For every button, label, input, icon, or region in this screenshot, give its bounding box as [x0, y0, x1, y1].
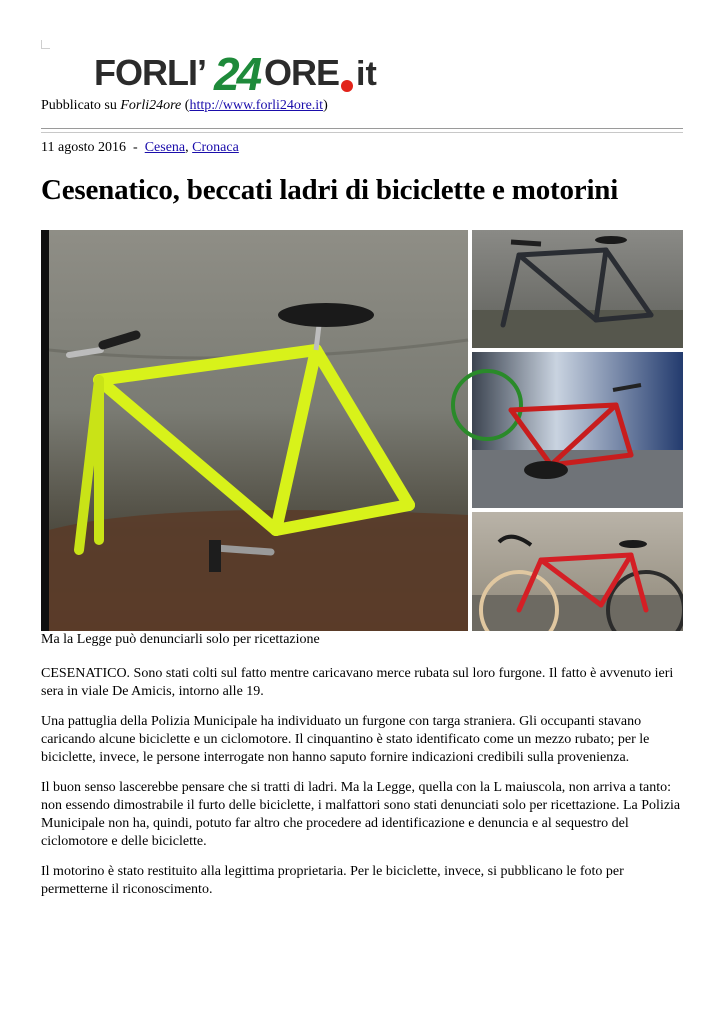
photo-yellow-bike-frame — [41, 230, 468, 631]
photo-red-bike-frame — [453, 352, 683, 508]
article-paragraph: CESENATICO. Sono stati colti sul fatto mentre caricavano merce rubata sul loro furgone. Il fatto è avvenuto ieri sera in viale De Amicis, intorno alle 19. — [41, 666, 674, 699]
article-paragraph: Il buon senso lascerebbe pensare che si tratti di ladri. Ma la Legge, quella con la L maiuscola, non arriva a tanto: non essendo dimostrabile il furto delle biciclette, i malfattori sono stati denunciati solo per ricettazione. La Polizia Municipale non ha, quindi, potuto far altro che procedere ad identificazione e denuncia e al sequestro del ciclomotore e delle biciclette. — [41, 780, 681, 849]
svg-text:it: it — [356, 55, 377, 93]
site-link[interactable]: http://www.forli24ore.it — [189, 98, 324, 113]
published-site: Forli24ore — [120, 98, 182, 113]
published-prefix: Pubblicato su — [41, 98, 121, 113]
svg-text:FORLI’: FORLI’ — [94, 52, 206, 93]
photo-red-road-bike — [472, 512, 683, 631]
photo-black-bike-frame — [472, 230, 683, 348]
article-photo-collage — [41, 230, 683, 631]
article-date: 11 agosto 2016 — [41, 140, 127, 155]
svg-text:ORE: ORE — [264, 52, 340, 93]
corner-crop-mark — [41, 40, 50, 49]
article-paragraph: Una pattuglia della Polizia Municipale ha individuato un furgone con targa straniera. Gli occupanti stavano caricando alcune biciclette e un ciclomotore. Il cinquantino è stato identificato come un mezzo rubato; per le biciclette, invece, le persone interrogate non hanno saputo fornire indicazioni credibili sulla provenienza. — [41, 714, 650, 765]
category-link-cronaca[interactable]: Cronaca — [192, 140, 239, 155]
category-link-cesena[interactable]: Cesena — [144, 140, 186, 155]
site-logo — [94, 50, 394, 102]
svg-text:24: 24 — [214, 50, 260, 100]
article-title: Cesenatico, beccati ladri di biciclette e motorini — [41, 174, 619, 206]
article-paragraph: Il motorino è stato restituito alla legittima proprietaria. Per le biciclette, invece, si pubblicano le foto per permetterne il riconoscimento. — [41, 864, 624, 897]
photo-caption: Ma la Legge può denunciarli solo per ricettazione — [41, 632, 320, 647]
meta-separator: - — [133, 140, 138, 155]
article-meta: 11 agosto 2016 - Cesena, Cronaca — [41, 140, 239, 155]
header-divider — [41, 128, 683, 133]
published-line: Pubblicato su Forli24ore (http://www.forli24ore.it) — [41, 98, 328, 113]
